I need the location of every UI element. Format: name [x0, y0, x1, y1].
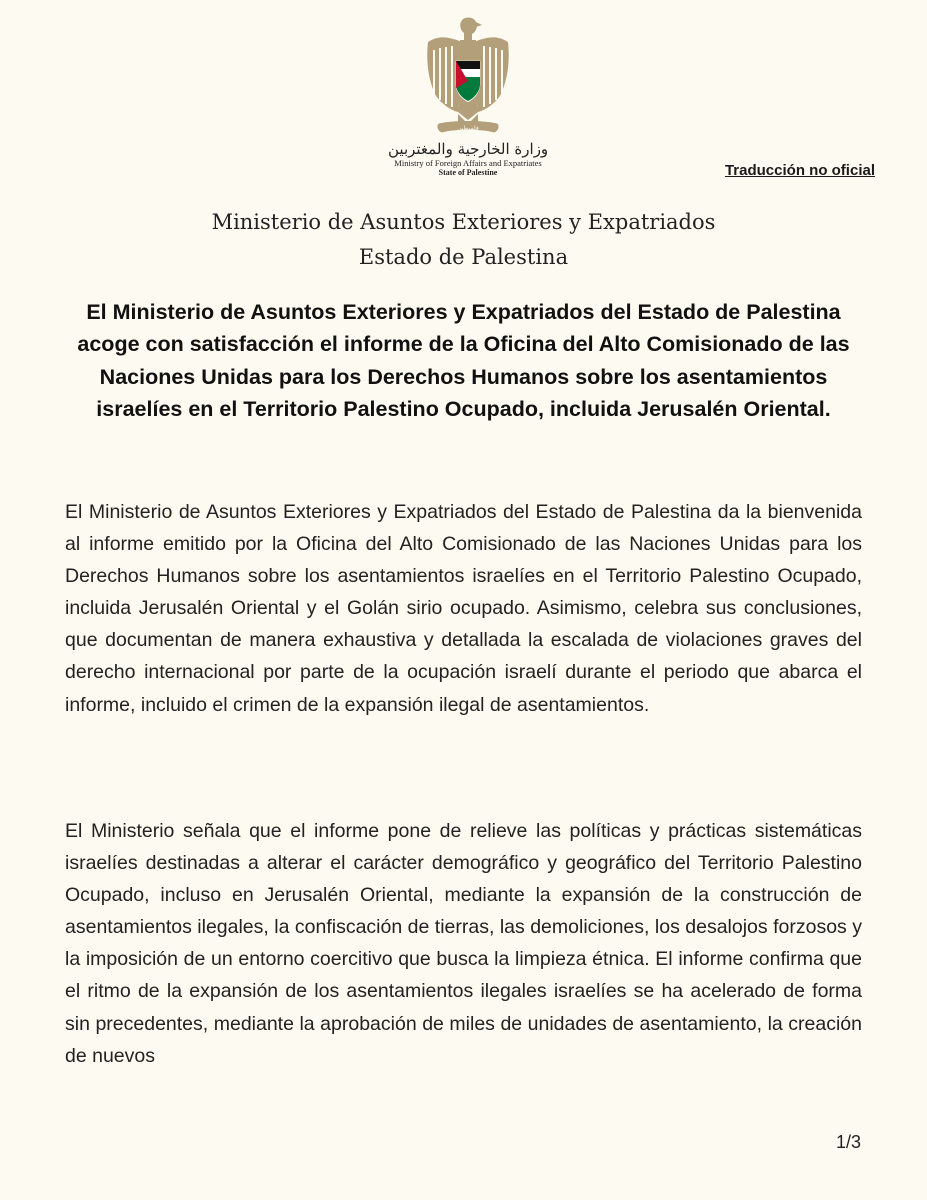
press-release-headline: El Ministerio de Asuntos Exteriores y Expatriados del Estado de Palestina acoge con satisfacción el informe de la Oficina del Alto Comisionado de las Naciones Unidas para los Derechos Humanos sobre los asentamientos israelíes en el Territorio Palestino Ocupado, incluida Jerusalén Oriental. [77, 300, 850, 421]
ministry-name-small: Ministry of Foreign Affairs and Expatriates [394, 158, 542, 168]
arabic-ministry-name: وزارة الخارجية والمغتربين [388, 140, 549, 158]
unofficial-translation-label: Traducción no oficial [724, 162, 875, 179]
emblem-scroll-text: فلسطين [457, 125, 479, 132]
page-number: 1/3 [835, 1132, 861, 1152]
state-name-small: State of Palestine [438, 168, 498, 177]
body-paragraph-2: El Ministerio señala que el informe pone de relieve las políticas y prácticas sistemáticas israelíes destinadas a alterar el carácter demográfico y geográfico del Territorio Palestino Ocupado, incluso en Jerusalén Oriental, mediante la expansión de la construcción de asentamientos ilegales, la confiscación de tierras, las demoliciones, los desalojos forzosos y la imposición de un entorno coercitivo que busca la limpieza étnica. El informe confirma que el ritmo de la expansión de los asentamientos ilegales israelíes se ha acelerado de forma sin precedentes, mediante la aprobación de miles de unidades de asentamiento, la creación de nuevos [65, 820, 862, 1067]
ministry-title: Ministerio de Asuntos Exteriores y Expatriados [211, 210, 716, 234]
body-paragraph-1: El Ministerio de Asuntos Exteriores y Expatriados del Estado de Palestina da la bienvenida al informe emitido por la Oficina del Alto Comisionado de las Naciones Unidas para los Derechos Humanos sobre los asentamientos israelíes en el Territorio Palestino Ocupado, incluida Jerusalén Oriental y el Golán sirio ocupado. Asimismo, celebra sus conclusiones, que documentan de manera exhaustiva y detallada la escalada de violaciones graves del derecho internacional por parte de la ocupación israelí durante el periodo que abarca el informe, incluido el crimen de la expansión ilegal de asentamientos. [65, 501, 862, 716]
state-title: Estado de Palestina [358, 245, 569, 269]
eagle-emblem-icon [422, 16, 514, 138]
ministry-emblem [388, 16, 548, 196]
